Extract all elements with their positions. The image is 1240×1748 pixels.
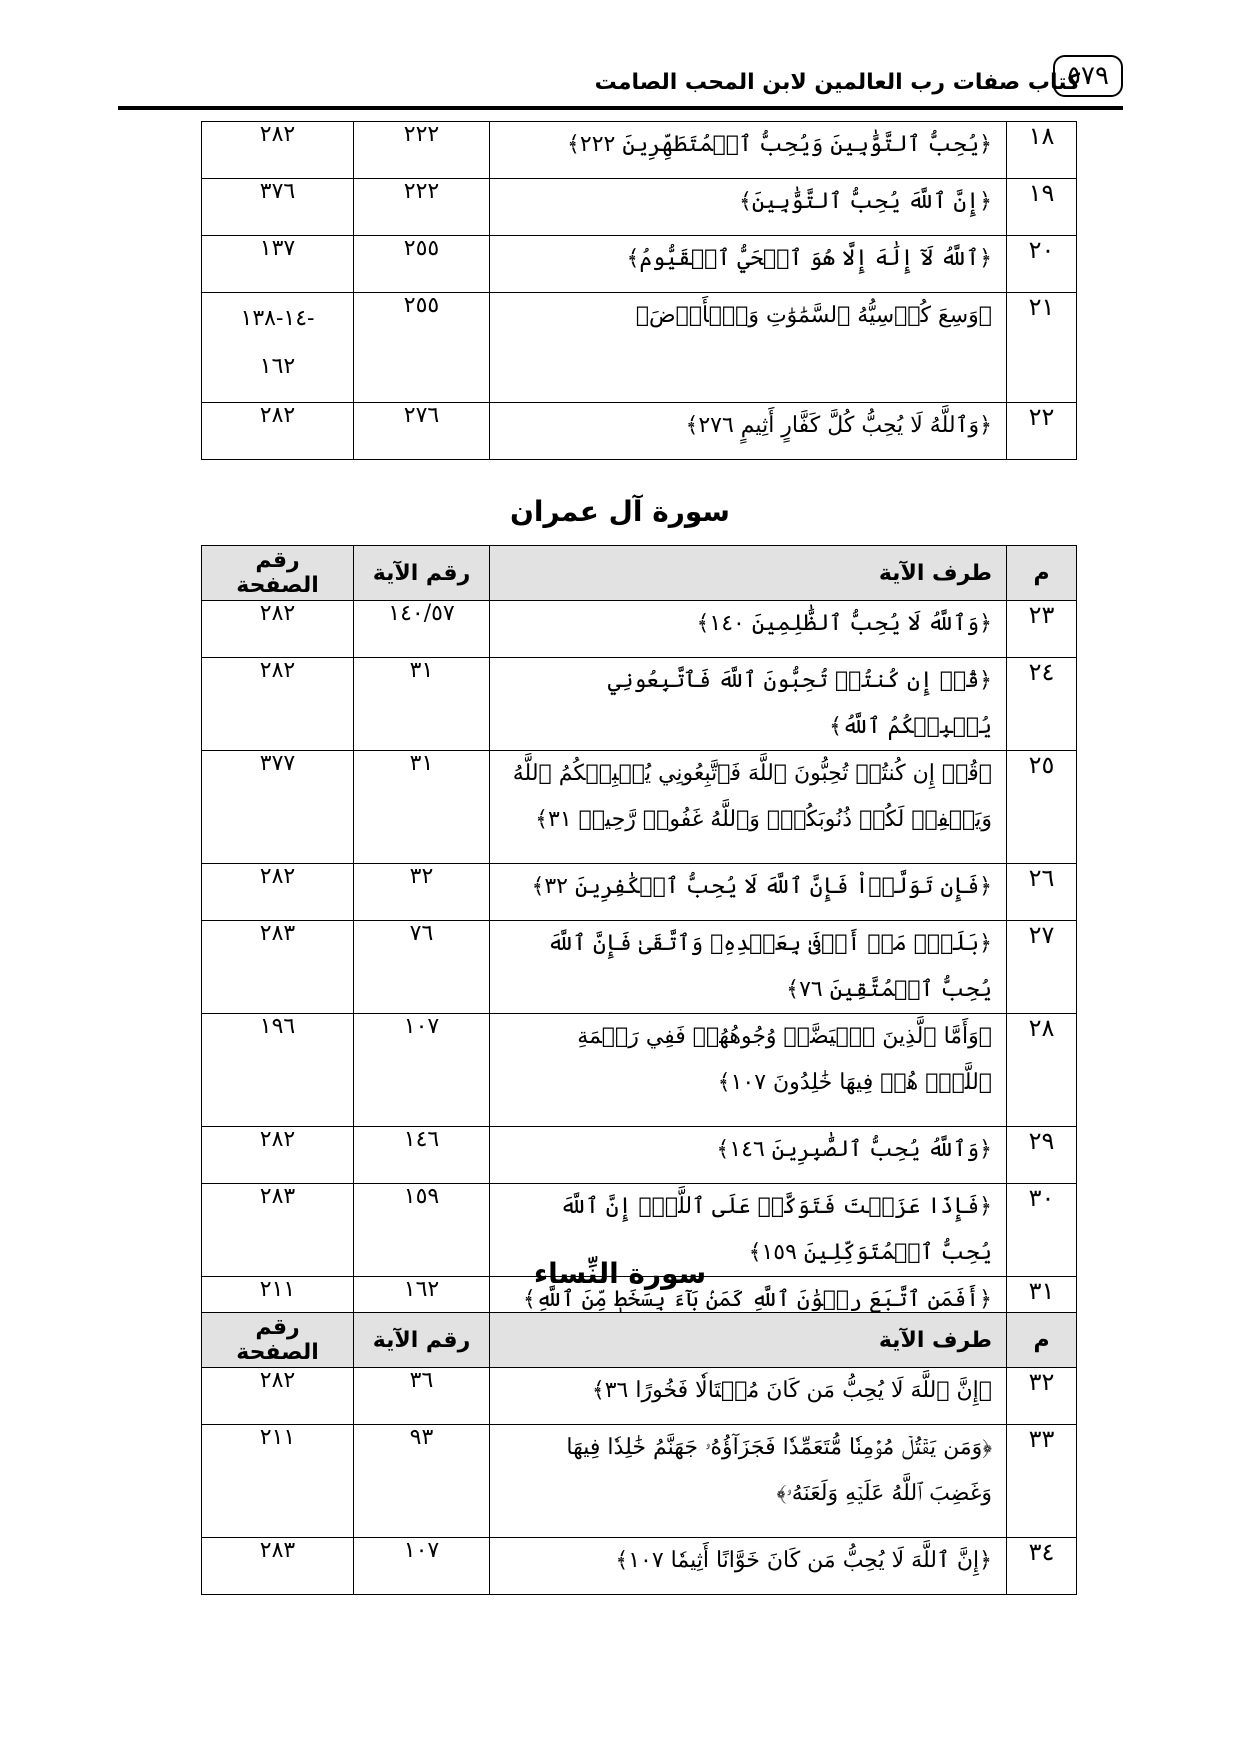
page-number: ٥٧٩	[1053, 55, 1123, 97]
row-number: ٢٠	[1007, 236, 1077, 293]
row-number: ٢٥	[1007, 751, 1077, 864]
ayah-number: ١٦٢	[354, 1277, 490, 1334]
ayah-number: ١٠٧	[354, 1538, 490, 1595]
column-header-verse: طرف الآية	[490, 1313, 1007, 1368]
table-row	[202, 1538, 1077, 1595]
row-number: ٣١	[1007, 1277, 1077, 1334]
row-number: ٣٣	[1007, 1425, 1077, 1538]
page-ref-line: ١٦٢	[259, 354, 296, 379]
row-number: ٢٩	[1007, 1127, 1077, 1184]
ayah-number: ٢٢٢	[354, 179, 490, 236]
verse-text: ﴿بَلَىٰۚ مَنۡ أَوۡفَىٰ بِعَهۡدِهِۦ وَٱتَّقَىٰ فَإِنَّ ٱللَّهَ يُحِبُّ ٱلۡمُتَّقِينَ ٧٦﴾	[490, 921, 1007, 1014]
row-number: ١٨	[1007, 122, 1077, 179]
verse-table-nisa	[201, 1312, 1077, 1595]
verse-text: ﴿وَمَن يَقۡتُلۡ مُؤۡمِنٗا مُّتَعَمِّدٗا فَجَزَآؤُهُۥ جَهَنَّمُ خَٰلِدٗا فِيهَا وَغَضِبَ ٱللَّهُ عَلَيۡهِ وَلَعَنَهُۥ﴾	[490, 1425, 1007, 1538]
verse-table-al-imran	[201, 545, 1077, 1334]
verse-text: ﴿إِنَّ ٱللَّهَ لَا يُحِبُّ مَن كَانَ مُخۡتَالٗا فَخُورًا ٣٦﴾	[490, 1368, 1007, 1425]
table-row	[202, 293, 1077, 403]
table-row	[202, 658, 1077, 751]
verse-text: ﴿وَسِعَ كُرۡسِيُّهُ ٱلسَّمَٰوَٰتِ وَٱلۡأَرۡضَ﴾	[490, 293, 1007, 403]
ayah-number: ٢٧٦	[354, 403, 490, 460]
ayah-number: ١٠٧	[354, 1014, 490, 1127]
table-row	[202, 1368, 1077, 1425]
ayah-number: ٢٥٥	[354, 236, 490, 293]
table-row	[202, 864, 1077, 921]
header-rule	[118, 106, 1123, 110]
section-title-nisa: سورة النِّساء	[533, 1257, 707, 1290]
ayah-number: ١٤٠/٥٧	[354, 601, 490, 658]
row-number: ٣٤	[1007, 1538, 1077, 1595]
table-row	[202, 122, 1077, 179]
page-ref: ٢٨٣	[202, 1538, 354, 1595]
row-number: ٢١	[1007, 293, 1077, 403]
verse-text: ﴿إِنَّ ٱللَّهَ لَا يُحِبُّ مَن كَانَ خَوَّانًا أَثِيمٗا ١٠٧﴾	[490, 1538, 1007, 1595]
ayah-number: ٣١	[354, 751, 490, 864]
verse-text: ﴿وَٱللَّهُ لَا يُحِبُّ ٱلظَّٰلِمِينَ ١٤٠﴾	[490, 601, 1007, 658]
ayah-number: ٢٢٢	[354, 122, 490, 179]
row-number: ٢٢	[1007, 403, 1077, 460]
verse-table-continued	[201, 121, 1077, 460]
ayah-number: ١٤٦	[354, 1127, 490, 1184]
ayah-number: ٣٦	[354, 1368, 490, 1425]
row-number: ٢٦	[1007, 864, 1077, 921]
verse-text: ﴿وَٱللَّهُ لَا يُحِبُّ كُلَّ كَفَّارٍ أَثِيمٍ ٢٧٦﴾	[490, 403, 1007, 460]
row-number: ١٩	[1007, 179, 1077, 236]
verse-text: ﴿ٱللَّهُ لَآ إِلَٰهَ إِلَّا هُوَ ٱلۡحَيُّ ٱلۡقَيُّومُ﴾	[490, 236, 1007, 293]
verse-text: ﴿فَإِذَا عَزَمۡتَ فَتَوَكَّلۡ عَلَى ٱللَّهِۚ إِنَّ ٱللَّهَ يُحِبُّ ٱلۡمُتَوَكِّلِينَ ١٥٩﴾	[490, 1184, 1007, 1277]
page-ref: ٢٨٢	[202, 122, 354, 179]
page-ref: ٢٨٢	[202, 864, 354, 921]
ayah-number: ١٥٩	[354, 1184, 490, 1277]
column-header-number: م	[1007, 546, 1077, 601]
page-ref: ٢٨٣	[202, 1184, 354, 1277]
verse-text: ﴿وَٱللَّهُ يُحِبُّ ٱلصَّٰبِرِينَ ١٤٦﴾	[490, 1127, 1007, 1184]
row-number: ٣٢	[1007, 1368, 1077, 1425]
ayah-number: ٢٥٥	[354, 293, 490, 403]
table-row	[202, 403, 1077, 460]
page-ref: ١٣٧	[202, 236, 354, 293]
verse-text: ﴿أَفَمَنِ ٱتَّبَعَ رِضۡوَٰنَ ٱللَّهِ كَمَنۢ بَآءَ بِسَخَطٖ مِّنَ ٱللَّهِ﴾	[490, 1277, 1007, 1334]
column-header-ayah: رقم الآية	[354, 1313, 490, 1368]
row-number: ٢٧	[1007, 921, 1077, 1014]
page-ref: ٢٨٢	[202, 403, 354, 460]
page-ref: ٢٨٢	[202, 601, 354, 658]
table-header-row	[202, 546, 1077, 601]
table-row	[202, 751, 1077, 864]
ayah-number: ٣١	[354, 658, 490, 751]
page-ref: ٣٧٧	[202, 751, 354, 864]
verse-text: ﴿قُلۡ إِن كُنتُمۡ تُحِبُّونَ ٱللَّهَ فَٱتَّبِعُونِي يُحۡبِبۡكُمُ ٱللَّهُ وَيَغۡفِرۡ لَكُمۡ ذُنُوبَكُمۡۚ وَٱللَّهُ غَفُورٞ رَّحِيمٞ ٣١﴾	[490, 751, 1007, 864]
page-ref: ٢١١	[202, 1425, 354, 1538]
row-number: ٢٣	[1007, 601, 1077, 658]
table-row	[202, 601, 1077, 658]
column-header-number: م	[1007, 1313, 1077, 1368]
ayah-number: ٧٦	[354, 921, 490, 1014]
section-title-al-imran: سورة آل عمران	[510, 495, 730, 528]
verse-text: ﴿قُلۡ إِن كُنتُمۡ تُحِبُّونَ ٱللَّهَ فَٱتَّبِعُونِي يُحۡبِبۡكُمُ ٱللَّهُ﴾	[490, 658, 1007, 751]
running-title: كتاب صفات رب العالمين لابن المحب الصامت	[594, 70, 1080, 95]
row-number: ٣٠	[1007, 1184, 1077, 1277]
page-ref: ٢٨٣	[202, 921, 354, 1014]
table-row	[202, 921, 1077, 1014]
page-ref	[202, 293, 354, 403]
verse-text: ﴿يُحِبُّ ٱلتَّوَّٰبِينَ وَيُحِبُّ ٱلۡمُتَطَهِّرِينَ ٢٢٢﴾	[490, 122, 1007, 179]
page-ref: ٣٧٦	[202, 179, 354, 236]
row-number: ٢٨	[1007, 1014, 1077, 1127]
ayah-number: ٣٢	[354, 864, 490, 921]
row-number: ٢٤	[1007, 658, 1077, 751]
table-row	[202, 1014, 1077, 1127]
column-header-page: رقم الصفحة	[202, 546, 354, 601]
page-ref: ٢٨٢	[202, 1127, 354, 1184]
ayah-number: ٩٣	[354, 1425, 490, 1538]
page-ref: ٢٨٢	[202, 1368, 354, 1425]
page-ref: ١٩٦	[202, 1014, 354, 1127]
page-ref-line: -١٤-١٣٨	[240, 306, 315, 331]
table-row	[202, 179, 1077, 236]
table-row	[202, 1425, 1077, 1538]
column-header-page: رقم الصفحة	[202, 1313, 354, 1368]
column-header-verse: طرف الآية	[490, 546, 1007, 601]
verse-text: ﴿إِنَّ ٱللَّهَ يُحِبُّ ٱلتَّوَّٰبِينَ﴾	[490, 179, 1007, 236]
column-header-ayah: رقم الآية	[354, 546, 490, 601]
page-ref: ٢٨٢	[202, 658, 354, 751]
verse-text: ﴿وَأَمَّا ٱلَّذِينَ ٱبۡيَضَّتۡ وُجُوهُهُمۡ فَفِي رَحۡمَةِ ٱللَّهِۖ هُمۡ فِيهَا خَٰلِدُونَ ١٠٧﴾	[490, 1014, 1007, 1127]
page-ref: ٢١١	[202, 1277, 354, 1334]
table-row	[202, 236, 1077, 293]
table-header-row	[202, 1313, 1077, 1368]
verse-text: ﴿فَإِن تَوَلَّوۡاْ فَإِنَّ ٱللَّهَ لَا يُحِبُّ ٱلۡكَٰفِرِينَ ٣٢﴾	[490, 864, 1007, 921]
table-row	[202, 1127, 1077, 1184]
